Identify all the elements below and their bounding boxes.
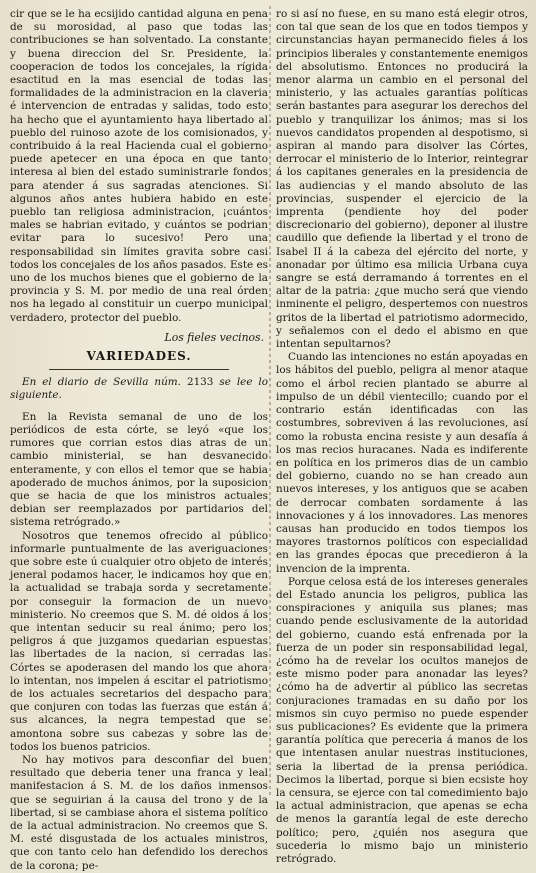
dateline-suffix: se lee lo siguiente. — [10, 376, 269, 402]
paragraph: No hay motivos para desconfiar del buen resultado que deberia tener una franca y leal manifestacion á S. M. de los daños inmensos que se seguirian á la causa del trono y de la libertad, si se cambiase ahora el sistema político de la actual administracion. No creemos que S. M. esté disgustada de los actuales ministros, que con tanto celo han defendido los derechos de la corona; pe- — [10, 753, 268, 872]
left-column — [10, 8, 269, 872]
signature: Los fieles vecinos. — [164, 330, 264, 344]
column-divider — [269, 6, 271, 798]
section-title: VARIEDADES. — [86, 349, 192, 364]
right-column — [276, 8, 528, 865]
paragraph: Nosotros que tenemos ofrecido al público informarle puntualmente de las averiguaciones que sobre este ú cualquier otro objeto de interés jeneral podamos hacer, le indicamos hoy que en la actualidad se trabaja sorda y secretamente por conseguir la formacion de un nuevo ministerio. No creemos que S. M. dé oidos á los que intentan seducir su real ánimo; pero los peligros á que juzgamos quedarian espuestas las libertades de la nacion, si cerradas las Córtes se apoderasen del mando los que ahora lo intentan, nos impelen á escitar el patriotismo de los actuales secretarios del despacho para que conjuren con todas las fuerzas que están á sus alcances, la negra tempestad que se amontona sobre sus cabezas y sobre las de todos los buenos patricios. — [10, 529, 268, 753]
paragraph: cir que se le ha ecsijido cantidad alguna en pena de su morosidad, al paso que todas las contribuciones se han solventado. La constante y buena direccion del Sr. Presidente, la cooperacion de todos los concejales, la rígida esactitud en la mas esencial de todas las formalidades de la administracion en la claveria é intervencion de entradas y salidas, todo esto ha hecho que el ayuntamiento haya libertado al pueblo del ruinoso azote de los comisionados, y contribuido á la real Hacienda cual el gobierno puede apetecer en una época en que tanto interesa al bien del estado suministrarle fondos para atender á sus sagradas atenciones. Si algunos años antes hubiera habido en este pueblo tan religiosa administracion, ¡cuántos males se habrian evitado, y cuántos se podrian evitar para lo sucesivo! Pero una responsabilidad sin límites gravita sobre casi todos los concejales de los años pasados. Este es uno de los muchos bienes que el gobierno de la provincia y S. M. por medio de una real órden nos ha legado al constituir un cuerpo municipal verdadero, protector del pueblo. — [10, 8, 268, 324]
dateline-number: 2133 — [186, 376, 214, 389]
paragraph: Porque celosa está de los intereses generales del Estado anuncia los peligros, publica las conspiraciones y aniquila sus planes; mas cuando pende esclusivamente de la autoridad del gobierno, cuando está enfrenada por la fuerza de un poder sin responsabilidad legal, ¿cómo ha de revelar los ocultos manejos de este mismo poder para anonadar las leyes? ¿cómo ha de advertir al público las secretas conjuraciones tramadas en su daño por los mismos sin cuyo permiso no puede espender sus publicaciones? Es evidente que la primera garantía política que pereceria á manos de los que intentasen anular nuestras instituciones, seria la libertad de la prensa periódica. Decimos la libertad, porque si bien ecsiste hoy la censura, se ejerce con tal comedimiento bajo la actual administracion, que apenas se echa de menos la garantía legal de este derecho político; pero, ¿quién nos asegura que sucederia lo mismo bajo un ministerio retrógrado. — [276, 575, 528, 865]
divider — [49, 369, 230, 370]
dateline-prefix: En el diario de Sevilla núm. — [22, 376, 181, 389]
dateline — [10, 376, 268, 402]
paragraph: Cuando las intenciones no están apoyadas en los hábitos del pueblo, peligra al menor ataque como el árbol recien plantado se aburre al impulso de un débil vientecillo; cuando por el contrario están identificadas con las costumbres, sobreviven á las revoluciones, así como la robusta encina resiste y aun desafía á los mas recios huracanes. Nada es indiferente en política en los primeros dias de un cambio del gobierno, cuando no se han creado aun nuevos intereses, y los antiguos que se acaben de derrocar combaten sordamente á las innovaciones y á los innovadores. Las menores causas han producido en todos tiempos los mayores trastornos políticos con especialidad en las grandes épocas que precedieron á la invencion de la imprenta. — [276, 351, 528, 575]
paragraph: En la Revista semanal de uno de los periódicos de esta córte, se leyó «que los rumores que corrian estos dias atras de un cambio ministerial, se han desvanecido enteramente, y con ellos el temor que se habia apoderado de muchos ánimos, por la suposicion que se hacia de que los ministros actuales debian ser reemplazados por partidarios del sistema retrógrado.» — [10, 410, 268, 529]
paragraph: ro si así no fuese, en su mano está elegir otros, con tal que sean de los que en todos tiempos y circunstancias hayan permanecido fieles á los principios liberales y constantemente enemigos del absolutismo. Entonces no producirá la menor alarma un cambio en el personal del ministerio, y las actuales garantías políticas serán bastantes para asegurar los derechos del pueblo y tranquilizar los ánimos; mas si los nuevos candidatos propenden al despotismo, si aspiran al mando para disolver las Córtes, derrocar el ministerio de lo Interior, reintegrar á los capitanes generales en la presidencia de las audiencias y el mando absoluto de las provincias, suspender el ejercicio de la imprenta (pendiente hoy del poder discrecionario del gobierno), deponer al ilustre caudillo que defiende la libertad y el trono de Isabel II á la cabeza del ejército del norte, y anonadar por último esa milicia Urbana cuya sangre se está derramando á torrentes en el altar de la patria: ¿que mucho será que viendo inminente el peligro, despertemos con nuestros gritos de la libertad el patriotismo adormecido, y señalemos con el dedo el abismo en que intentan sepultarnos? — [276, 8, 528, 351]
